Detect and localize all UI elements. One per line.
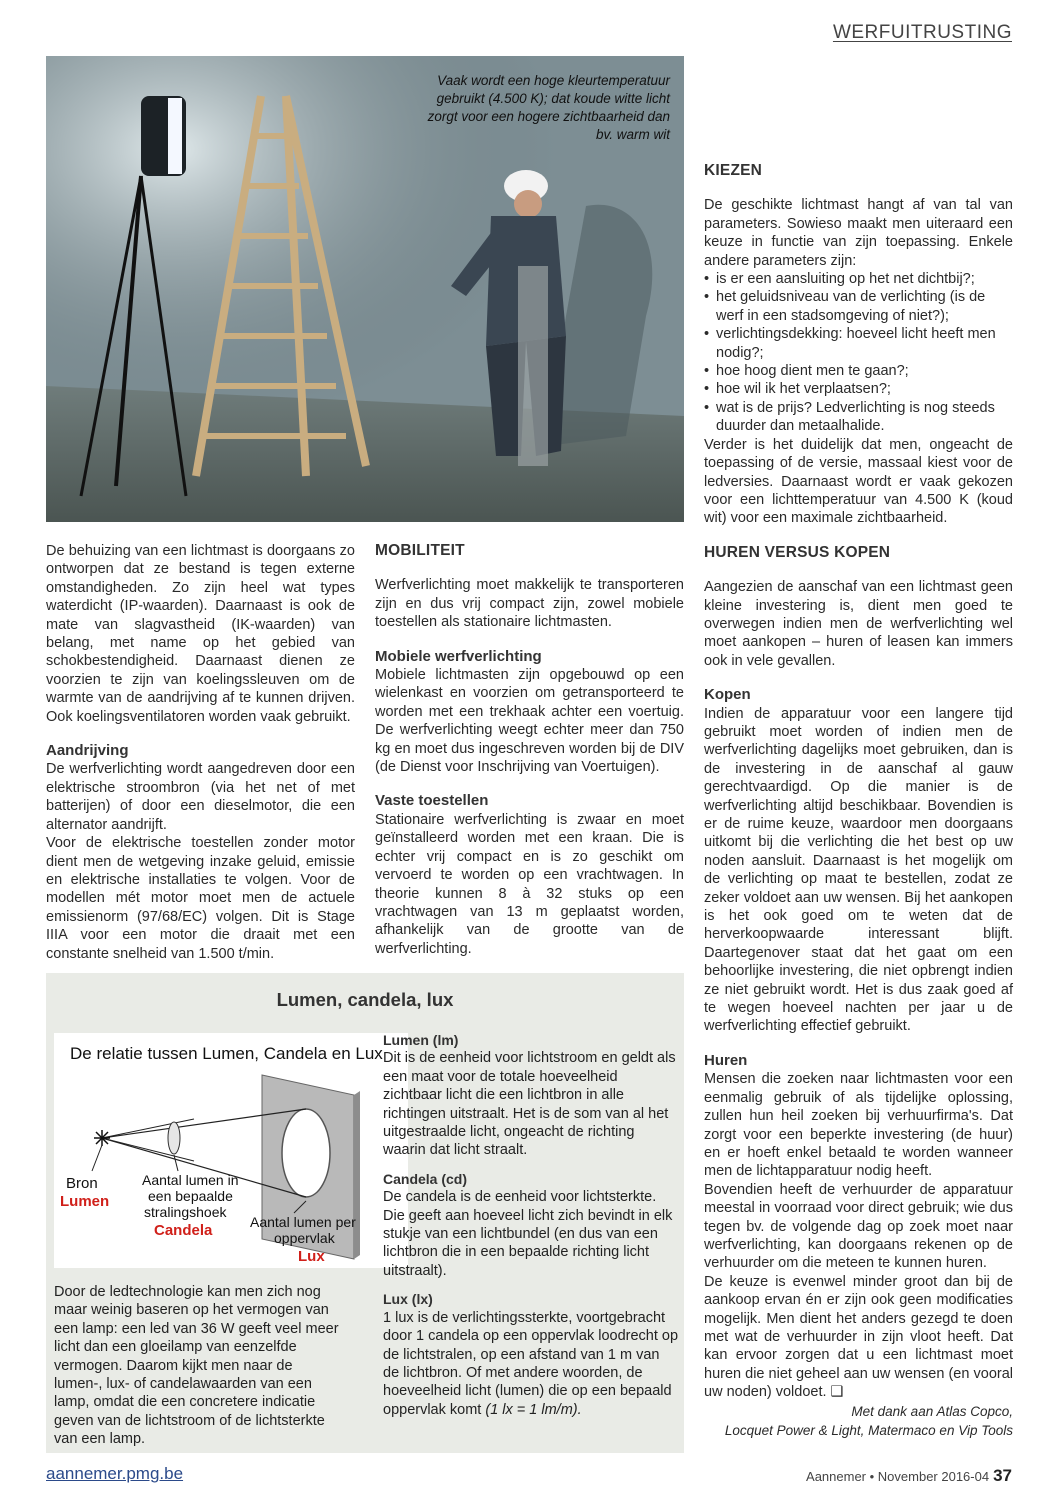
parameter-list: [704, 270, 1013, 436]
website-link[interactable]: aannemer.pmg.be: [46, 1464, 184, 1483]
info-box-lumen-candela-lux: [46, 973, 684, 1453]
subheading-aandrijving: Aandrijving: [46, 742, 129, 760]
box-intro-text: Door de ledtechnologie kan men zich nog maar weinig baseren op het vermogen van een lamp: een led van 36 W geeft veel meer licht dan een gloeilamp van eenzelfde vermogen. Daarom kijkt men naar de lumen-, lux- of candelawaarden van een lamp, omdat die een concretere indicatie geven van de lichtstroom of de lichtsterkte van een lamp.: [54, 1284, 339, 1448]
paragraph: Bovendien heeft de verhuurder de apparatuur meestal in voorraad voor direct gebruik; wie dus tegen bv. de volgende dag op zoek moet naar werfverlichting, kan doorgaans rekenen op de verhuurder om die meteen te kunnen huren.: [704, 1181, 1013, 1272]
column-2: [375, 542, 684, 958]
photo-caption: Vaak wordt een hoge kleurtemperatuur gebruikt (4.500 K); dat koude witte licht zorgt voor een hogere zichtbaarheid dan bv. warm wit: [427, 73, 670, 142]
label-bron: Bron: [66, 1175, 98, 1192]
heading-huren-versus-kopen: HUREN VERSUS KOPEN: [704, 543, 891, 561]
box-title: Lumen, candela, lux: [276, 989, 454, 1010]
lux-formula: (1 lx = 1 lm/m).: [485, 1401, 582, 1418]
label-hoek-1: Aantal lumen in: [142, 1172, 239, 1188]
heading-kiezen: KIEZEN: [704, 162, 763, 179]
paragraph: Aangezien de aanschaf van een lichtmast geen kleine investering is, dient men goed te overwegen indien men de werfverlichting wel moet aankopen – huren of leasen kan immers ook in vele gevallen.: [704, 579, 1013, 669]
box-definitions: [383, 1031, 679, 1419]
photo-worker-lighting: [46, 56, 684, 522]
label-opp-1: Aantal lumen per: [250, 1214, 356, 1230]
paragraph: Verder is het duidelijk dat men, ongeacht de toepassing of de versie, massaal kiest voor de ledversies. Daarnaast wordt er vaak gekozen voor een lichttemperatuur van 4.500 K (koud wit) voor een maximale zichtbaarheid.: [704, 436, 1013, 527]
acknowledgement: [704, 1402, 1013, 1440]
label-opp-2: oppervlak: [274, 1230, 335, 1246]
paragraph: De werfverlichting wordt aangedreven door een elektrische stroombron (via het net of met batterijen) of door een dieselmotor, die een alternator aandrijft.: [46, 761, 355, 833]
diagram-graphic: [54, 1033, 408, 1268]
heading-mobiliteit: MOBILITEIT: [375, 542, 465, 559]
paragraph: De behuizing van een lichtmast is doorgaans zo ontworpen dat ze bestand is tegen externe omstandigheden. Zo zijn heel wat types waterdicht (IP-waarden). Daarnaast is ook de mate van slagvastheid (IK-waarden) van belang, met name op het gebied van schokbestendigheid. Daarnaast dienen ze voorzien te zijn van koelingssleuven om de warmte van de aandrijving af te kunnen drijven. Ook koelingsventilatoren worden vaak gebruikt.: [46, 543, 355, 725]
column-1: [46, 542, 355, 963]
acknowledgement-line: Met dank aan Atlas Copco,: [851, 1403, 1013, 1419]
subheading-lux: Lux (lx): [383, 1291, 433, 1308]
list-item: • hoe hoog dient men te gaan?;: [704, 362, 1013, 380]
list-item: • verlichtingsdekking: hoeveel licht heeft men nodig?;: [704, 325, 1013, 362]
label-hoek-2: een bepaalde: [148, 1188, 233, 1204]
paragraph: Mobiele lichtmasten zijn opgebouwd op een wielenkast en voorzien om getransporteerd te worden met een trekhaak achter een voertuig. De werfverlichting weegt echter meer dan 750 kg en moet dus ingeschreven worden bij de DIV (de Dienst voor Inschrijving van Voertuigen).: [375, 667, 684, 776]
definition-lumen: Dit is de eenheid voor lichtstroom en geldt als een maat voor de totale hoeveelheid zichtbaar licht die een lichtbron in alle richtingen uitstraalt. Het is de som van al het uitgestraalde licht, ongeacht de richting waarin dat licht straalt.: [383, 1050, 676, 1159]
subheading-huren: Huren: [704, 1051, 748, 1069]
subheading-mobiele: Mobiele werfverlichting: [375, 647, 542, 665]
list-item: • hoe wil ik het verplaatsen?;: [704, 380, 1013, 398]
subheading-lumen: Lumen (lm): [383, 1032, 459, 1048]
label-hoek-3: stralingshoek: [144, 1204, 227, 1220]
issue-label: Aannemer • November 2016-04: [806, 1469, 990, 1484]
label-candela: Candela: [154, 1222, 213, 1239]
section-header: WERFUITRUSTING: [832, 22, 1012, 43]
definition-lux-text: 1 lux is de verlichtingssterkte, voortgebracht door 1 candela op een oppervlak loodrecht op de lichtstralen, op een afstand van 1 m van de lichtbron. Of met andere woorden, de hoeveelheid licht (lumen) die op een bepaald oppervlak komt: [383, 1309, 679, 1418]
subheading-candela: Candela (cd): [383, 1170, 468, 1187]
page-number: 37: [993, 1466, 1012, 1485]
paragraph: Voor de elektrische toestellen zonder motor dient men de wetgeving inzake geluid, emissie en elektrische installaties te volgen. Voor de modellen mét motor moet men de actuele emissienorm (97/68/EC) volgen. Dit is Stage IIIA voor een motor die draait met een constante snelheid van 1.500 t/min.: [46, 835, 355, 962]
paragraph: Werfverlichting moet makkelijk te transporteren zijn en dus vrij compact zijn, zowel mobiele toestellen als stationaire lichtmasten.: [375, 577, 684, 631]
definition-candela: De candela is de eenheid voor lichtsterkte. Die geeft aan hoeveel licht zich bevindt in elk stukje van een lichtbundel (en dus van een lichtbron die in een bepaalde richting licht uitstraalt).: [383, 1189, 673, 1279]
paragraph: Indien de apparatuur voor een langere tijd gebruikt moet worden of indien men de werfverlichting dagelijks moet gebruiken, dan is de investering in de aanschaf al gauw gerechtvaardigd. Op die manier is de werfverlichting altijd beschikbaar. Bovendien is er de ruime keuze, waardoor men doorgaans uitkomt bij die verlichting die het best op uw noden aansluit. Daarnaast is het mogelijk om de verlichting op maat te bestellen, zodat ze zeker voldoet aan uw wensen. Bij het aankopen is het ook goed om te weten dat de herverkoopwaarde interessant blijft. Daartegenover staat dat het gaat om een behoorlijke investering, die niet opbrengt indien ze niet gebruikt wordt. Het is dus zaak goed af te wegen hoeveel nachten per jaar u de werfverlichting effectief gebruikt.: [704, 705, 1013, 1035]
definition-lux: [383, 1309, 679, 1419]
paragraph: Mensen die zoeken naar lichtmasten voor een eenmalig gebruik of als tijdelijke oplossing, zullen hun heil zoeken bij verhuurfirma's. Dat zorgt voor een beperkte investering (de huur) en er hoeft enkel betaald te worden wanneer men de lichtapparatuur nodig heeft.: [704, 1071, 1013, 1180]
light-source-icon: [94, 1130, 110, 1146]
paragraph: De geschikte lichtmast hangt af van tal van parameters. Sowieso maakt men uiteraard een keuze in functie van zijn toepassing. Enkele andere parameters zijn:: [704, 197, 1013, 269]
label-lux: Lux: [298, 1248, 325, 1265]
column-3: [704, 162, 1013, 1440]
paragraph: Stationaire werfverlichting is zwaar en moet geïnstalleerd worden met een kraan. Die is echter vrij compact en is zo geschikt om vervoerd te worden op een vrachtwagen. In theorie kunnen 8 à 32 stuks op een vrachtwagen van 13 m geplaatst worden, afhankelijk van de grootte van de werfverlichting.: [375, 811, 684, 957]
paragraph: De keuze is evenwel minder groot dan bij de aankoop ervan én er zijn ook geen modificaties mogelijk. Men dient het anders gezegd te doen met wat de verhuurder in zijn vloot heeft. Dat kan ervoor zorgen dat u een lichtmast moet huren die niet geheel aan uw wensen (en vooral uw noden) voldoet. ❑: [704, 1273, 1013, 1401]
subheading-kopen: Kopen: [704, 686, 751, 704]
diagram-title: De relatie tussen Lumen, Candela en Lux: [70, 1044, 383, 1063]
footer-issue: [806, 1466, 1012, 1486]
list-item: • het geluidsniveau van de verlichting (is de werf in een stadsomgeving of niet?);: [704, 288, 1013, 325]
list-item: • is er een aansluiting op het net dichtbij?;: [704, 270, 1013, 288]
acknowledgement-line: Locquet Power & Light, Matermaco en Vip Tools: [724, 1422, 1013, 1438]
label-lumen: Lumen: [60, 1193, 110, 1210]
list-item: • wat is de prijs? Ledverlichting is nog steeds duurder dan metaalhalide.: [704, 399, 1013, 436]
subheading-vaste: Vaste toestellen: [375, 792, 489, 810]
lumen-candela-lux-diagram: [54, 1033, 408, 1268]
